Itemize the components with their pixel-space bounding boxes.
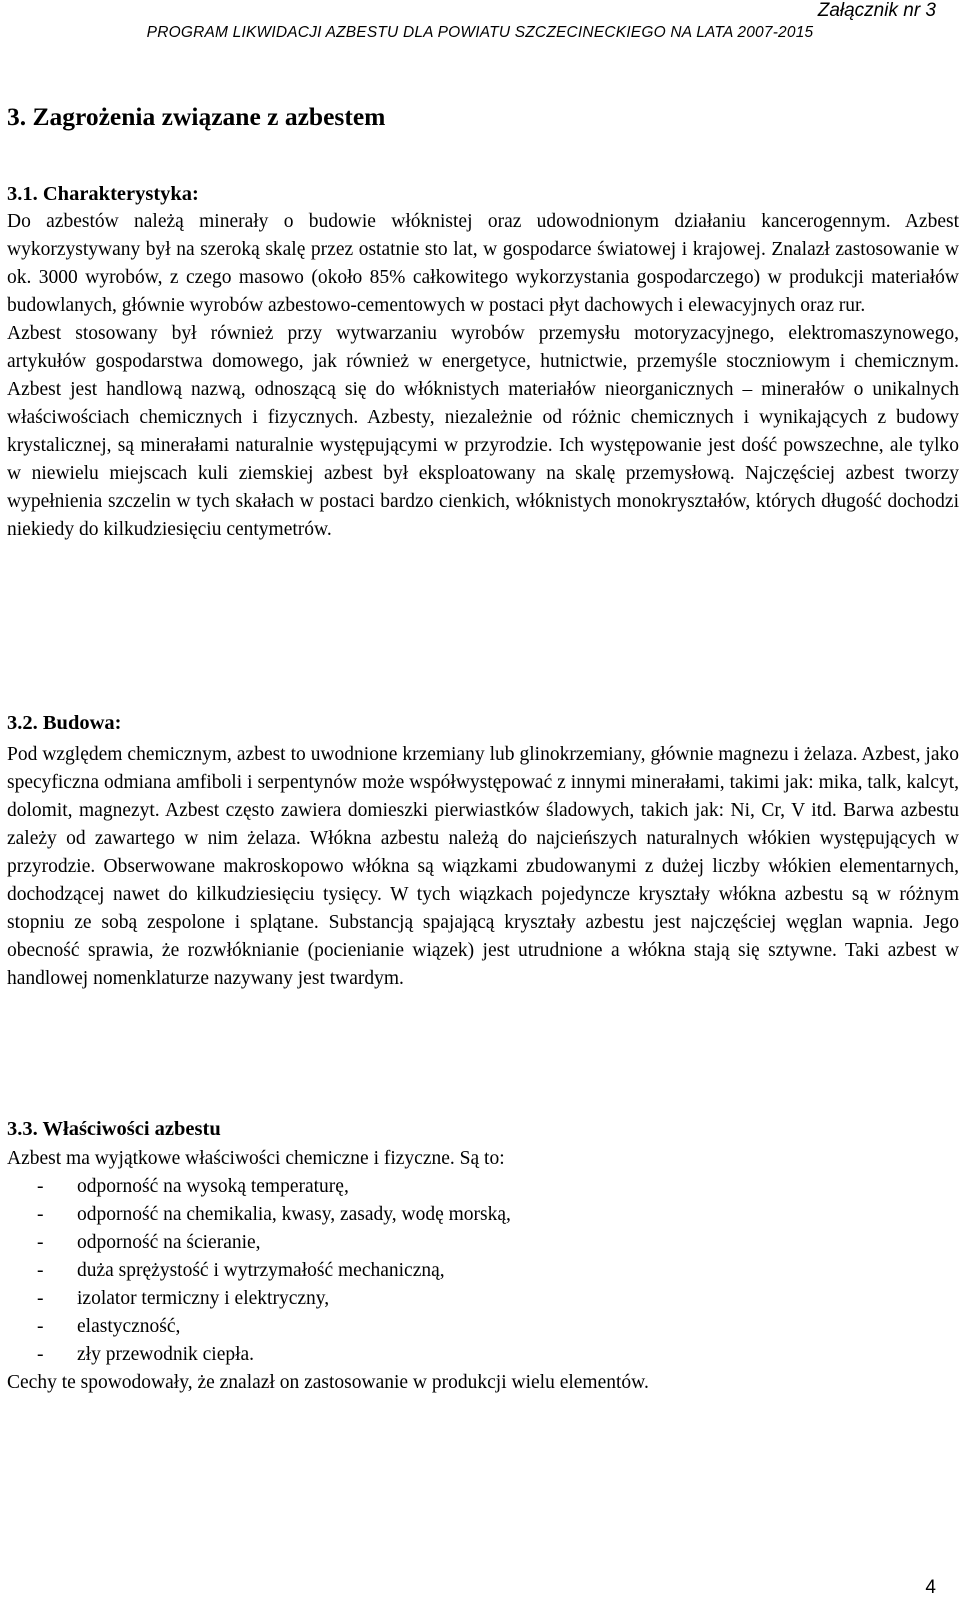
dash-marker: - <box>37 1260 44 1281</box>
properties-list <box>7 1173 959 1369</box>
list-item-text: odporność na ścieranie, <box>77 1232 261 1253</box>
section-3-3-conclusion: Cechy te spowodowały, że znalazł on zastosowanie w produkcji wielu elementów. <box>7 1372 649 1393</box>
dash-marker: - <box>37 1344 44 1365</box>
section-3-1-paragraph-1: Do azbestów należą minerały o budowie włóknistej oraz udowodnionym działaniu kancerogennym. Azbest wykorzystywany był na szeroką skalę przez ostatnie sto lat, w gospodarce światowej i krajowej. Znalazł zastosowanie w ok. 3000 wyrobów, z czego masowo (około 85% całkowitego wykorzystania gospodarczego) w produkcji materiałów budowlanych, głównie wyrobów azbestowo-cementowych w postaci płyt dachowych i elewacyjnych oraz rur. <box>7 211 959 316</box>
section-3-3 <box>7 1115 959 1397</box>
dash-marker: - <box>37 1288 44 1309</box>
list-item <box>7 1285 959 1313</box>
section-3-1-title: 3.1. Charakterystyka: <box>7 183 199 205</box>
list-item-text: zły przewodnik ciepła. <box>77 1344 255 1365</box>
annex-label: Załącznik nr 3 <box>817 0 936 21</box>
list-item <box>7 1257 959 1285</box>
section-3-2 <box>7 709 959 993</box>
page-number: 4 <box>925 1577 936 1598</box>
list-item-text: odporność na wysoką temperaturę, <box>77 1176 349 1197</box>
section-3-1 <box>7 180 959 544</box>
section-3-2-title: 3.2. Budowa: <box>7 712 122 734</box>
section-3-2-paragraph: Pod względem chemicznym, azbest to uwodnione krzemiany lub glinokrzemiany, głównie magnezu i żelaza. Azbest, jako specyficzna odmiana amfiboli i serpentynów może współwystępować z innymi minerałami, takimi jak: mika, talk, kalcyt, dolomit, magnezyt. Azbest często zawiera domieszki pierwiastków śladowych, takich jak: Ni, Cr, V itd. Barwa azbestu zależy od zawartego w nim żelaza. Włókna azbestu należą do najcieńszych naturalnych włókien występujących w przyrodzie. Obserwowane makroskopowo włókna są wiązkami zbudowanymi z dużej liczby włókien elementarnych, dochodzącej nawet do kilkudziesięciu tysięcy. W tych wiązkach pojedyncze kryształy włókna azbestu są w różnym stopniu ze sobą zespolone i splątane. Substancją spajającą kryształy azbestu jest najczęściej węglan wapnia. Jego obecność sprawia, że rozwłóknianie (pocienianie wiązek) jest utrudnione a włókna stają się sztywne. Taki azbest w handlowej nomenklaturze nazywany jest twardym. <box>7 744 959 989</box>
dash-marker: - <box>37 1176 44 1197</box>
chapter-title: 3. Zagrożenia związane z azbestem <box>7 102 386 131</box>
list-item-text: odporność na chemikalia, kwasy, zasady, wodę morską, <box>77 1204 511 1225</box>
dash-marker: - <box>37 1204 44 1225</box>
dash-marker: - <box>37 1232 44 1253</box>
list-item <box>7 1229 959 1257</box>
list-item-text: duża sprężystość i wytrzymałość mechaniczną, <box>77 1260 445 1281</box>
section-3-1-paragraph-2: Azbest stosowany był również przy wytwarzaniu wyrobów przemysłu motoryzacyjnego, elektromaszynowego, artykułów gospodarstwa domowego, jak również w energetyce, hutnictwie, przemyśle stoczniowym i chemicznym. Azbest jest handlową nazwą, odnoszącą się do włóknistych materiałów nieorganicznych – minerałów o unikalnych właściwościach chemicznych i fizycznych. Azbesty, niezależnie od różnic chemicznych i wynikających z budowy krystalicznej, są minerałami naturalnie występującymi w przyrodzie. Ich występowanie jest dość powszechne, ale tylko w niewielu miejscach kuli ziemskiej azbest był eksploatowany na skalę przemysłową. Najczęściej azbest tworzy wypełnienia szczelin w tych skałach w postaci bardzo cienkich, włóknistych monokryształów, których długość dochodzi niekiedy do kilkudziesięciu centymetrów. <box>7 323 959 540</box>
section-3-3-title: 3.3. Właściwości azbestu <box>7 1118 221 1140</box>
list-item-text: izolator termiczny i elektryczny, <box>77 1288 330 1309</box>
list-item <box>7 1341 959 1369</box>
list-item <box>7 1173 959 1201</box>
list-item-text: elastyczność, <box>77 1316 181 1337</box>
list-item <box>7 1201 959 1229</box>
dash-marker: - <box>37 1316 44 1337</box>
section-3-3-intro: Azbest ma wyjątkowe właściwości chemiczne i fizyczne. Są to: <box>7 1148 505 1169</box>
program-title-header: PROGRAM LIKWIDACJI AZBESTU DLA POWIATU SZCZECINECKIEGO NA LATA 2007-2015 <box>146 24 814 41</box>
list-item <box>7 1313 959 1341</box>
